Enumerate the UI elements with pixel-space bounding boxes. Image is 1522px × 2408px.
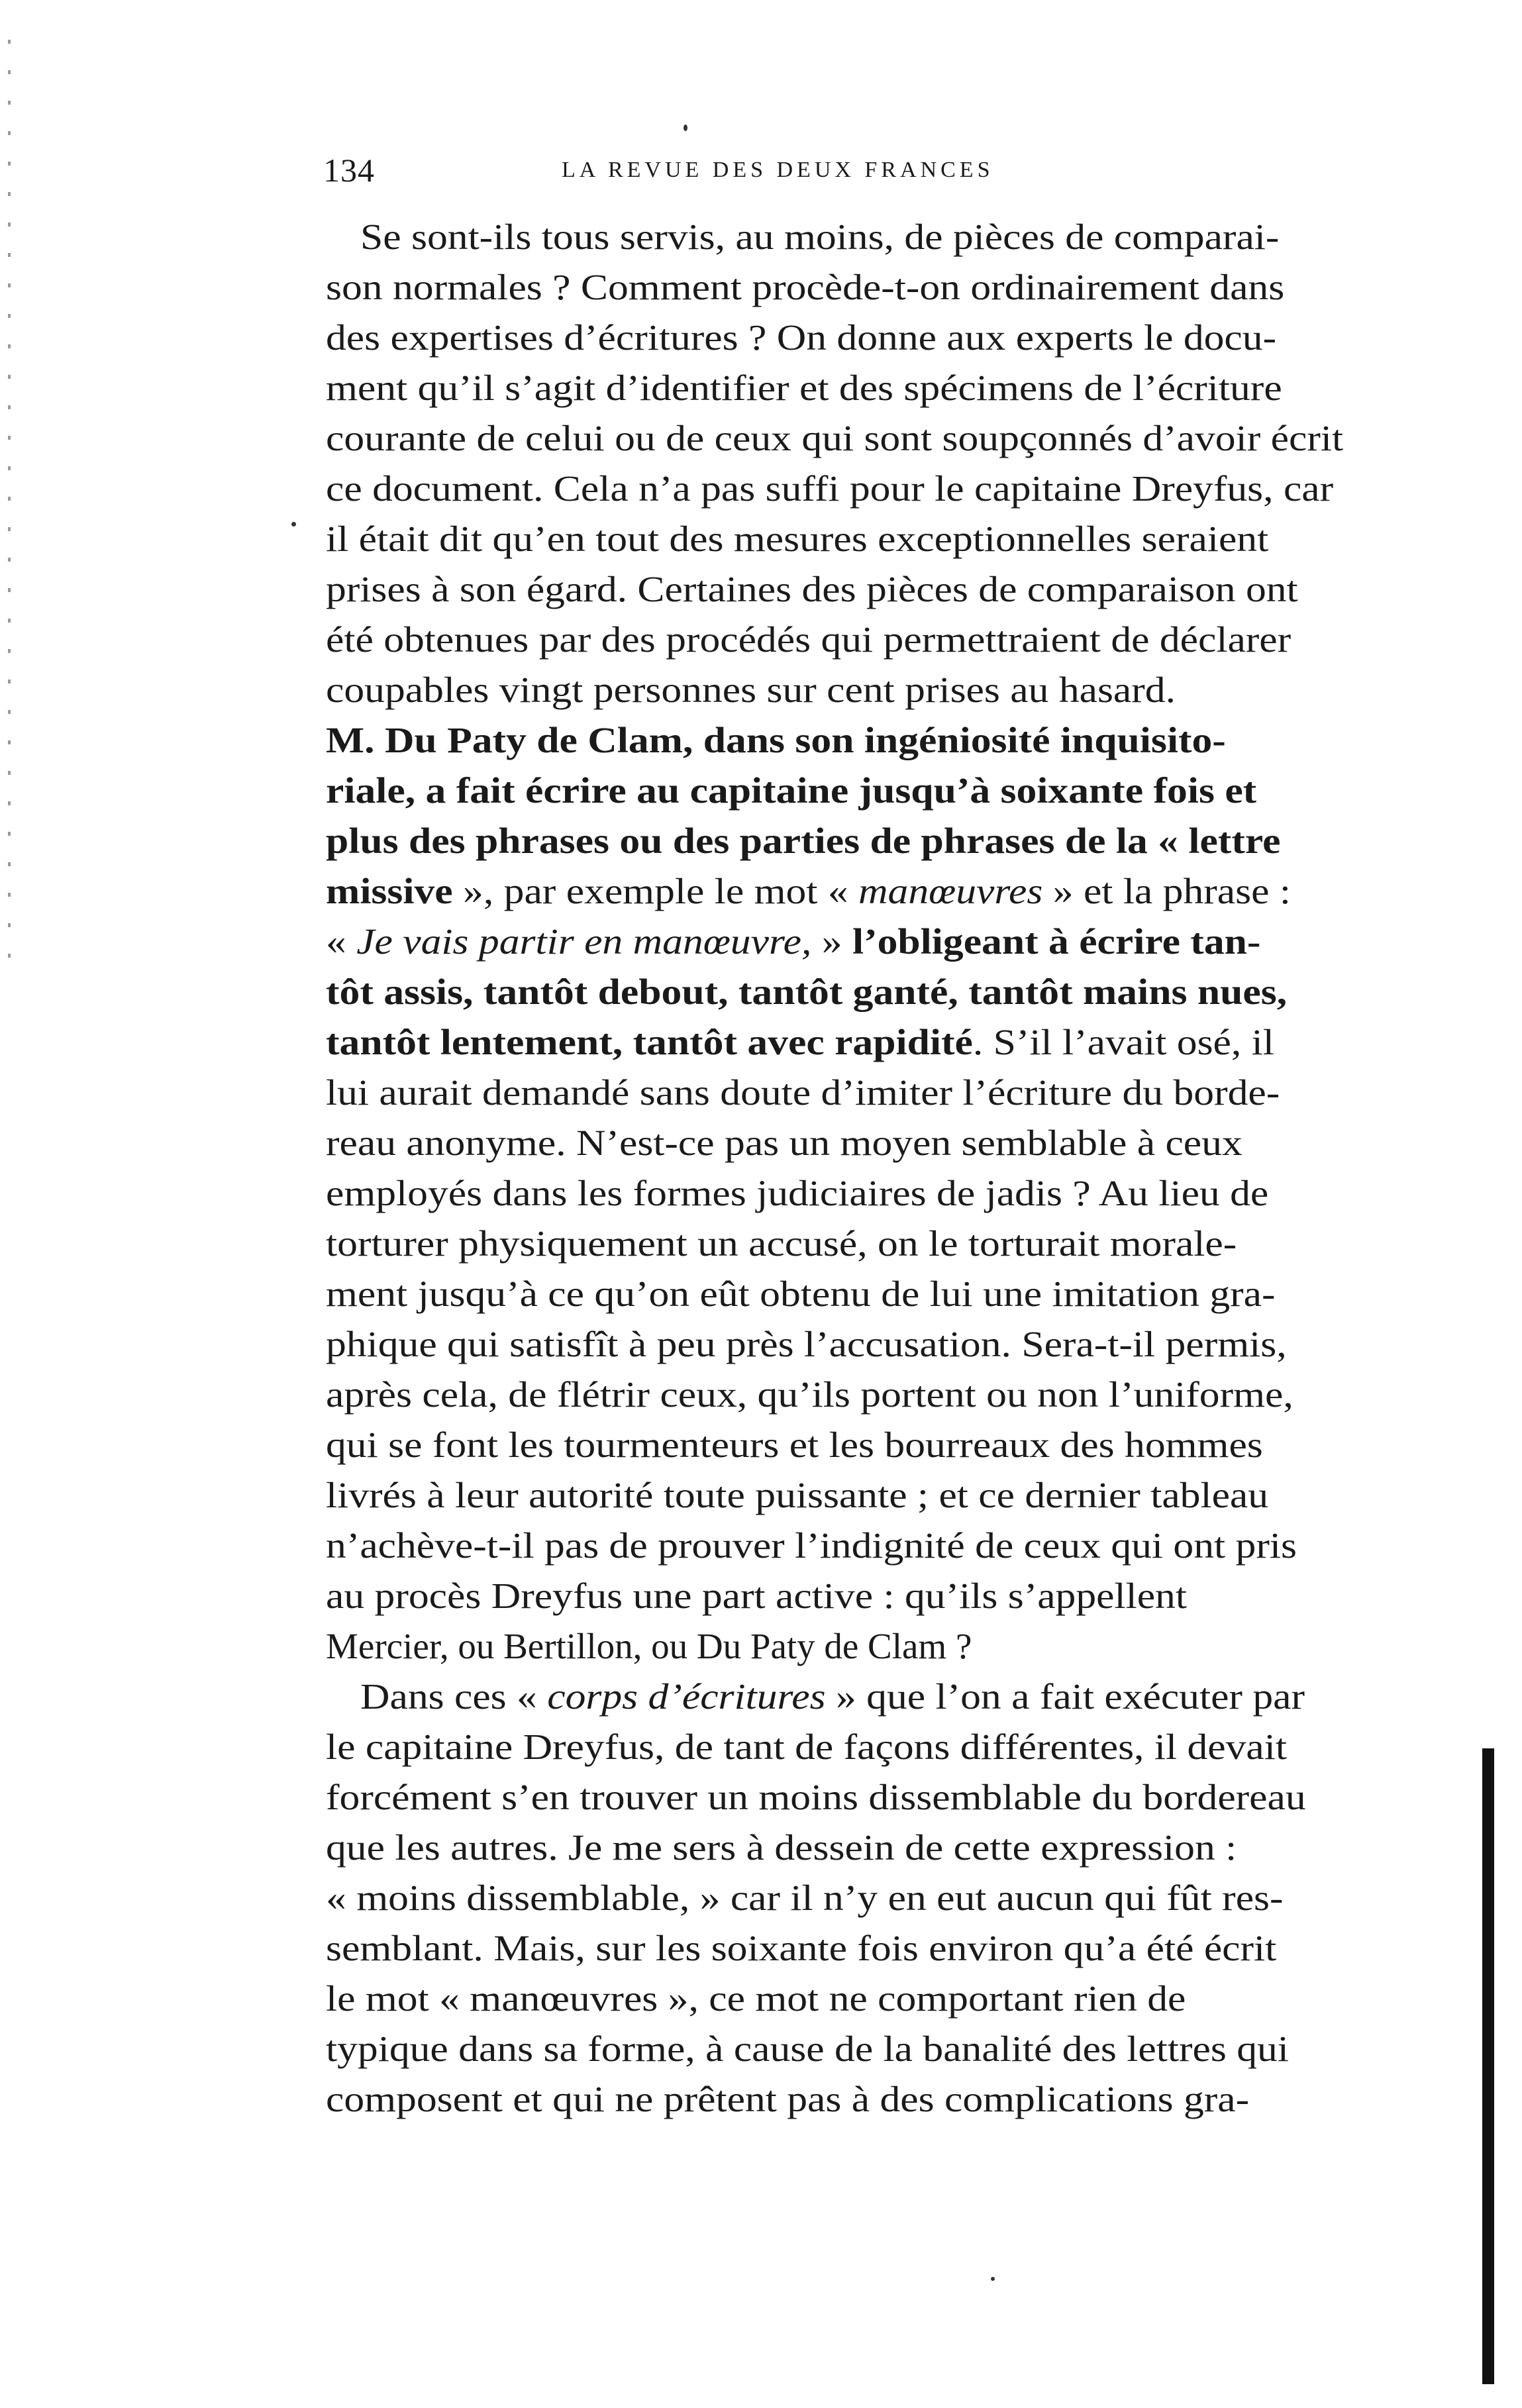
- bold-run: missive: [326, 871, 453, 911]
- text-run: au procès Dreyfus une part active : qu’ils s’appellent: [326, 1576, 1187, 1616]
- text-line-content: [326, 1923, 1276, 1974]
- text-line: [326, 1621, 1379, 1672]
- text-line: [326, 866, 1379, 917]
- text-line-content: [326, 917, 1260, 967]
- text-line-content: [326, 464, 1333, 514]
- text-run: », par exemple le mot «: [452, 871, 859, 911]
- page-edge-shadow: [1482, 1748, 1494, 2384]
- text-line: [326, 1823, 1379, 1873]
- text-line: [326, 413, 1379, 464]
- body-text: [326, 212, 1379, 2125]
- text-line-content: [326, 1219, 1237, 1269]
- text-line: [326, 2024, 1379, 2074]
- text-line-content: [326, 816, 1280, 866]
- text-line: [326, 1772, 1379, 1823]
- text-run: son normales ? Comment procède-t-on ordinairement dans: [326, 267, 1285, 307]
- text-line: [326, 1017, 1379, 1068]
- text-line: [326, 816, 1379, 866]
- text-run: Se sont-ils tous servis, au moins, de pièces de comparai-: [360, 217, 1280, 257]
- text-run: n’achève-t-il pas de prouver l’indignité de ceux qui ont pris: [326, 1525, 1297, 1566]
- text-line-content: [326, 1470, 1268, 1521]
- bold-run: plus des phrases ou des parties de phrases de la « lettre: [326, 821, 1281, 861]
- text-line-content: [326, 1521, 1297, 1571]
- text-line-content: [326, 665, 1176, 715]
- text-run: torturer physiquement un accusé, on le torturait morale-: [326, 1223, 1237, 1264]
- text-line: [326, 1219, 1379, 1269]
- text-line-content: [326, 2024, 1289, 2074]
- text-line-content: [326, 1873, 1284, 1923]
- text-line-content: [326, 313, 1276, 363]
- bold-run: M. Du Paty de Clam, dans son ingéniosité inquisito-: [326, 720, 1226, 760]
- text-run: courante de celui ou de ceux qui sont soupçonnés d’avoir écrit: [326, 418, 1344, 458]
- text-run: après cela, de flétrir ceux, qu’ils portent ou non l’uniforme,: [326, 1374, 1294, 1415]
- text-run: semblant. Mais, sur les soixante fois environ qu’a été écrit: [326, 1928, 1277, 1968]
- text-line-content: [326, 1621, 972, 1672]
- page-number: 134: [323, 152, 375, 189]
- text-line-content: [326, 715, 1226, 766]
- text-run: il était dit qu’en tout des mesures exceptionnelles seraient: [326, 519, 1269, 559]
- text-line: [326, 1923, 1379, 1974]
- text-run: le mot « manœuvres », ce mot ne comportant rien de: [326, 1978, 1186, 2019]
- text-line-content: [326, 1571, 1187, 1621]
- text-line-content: [360, 1672, 1305, 1722]
- text-run: ce document. Cela n’a pas suffi pour le capitaine Dreyfus, car: [326, 468, 1334, 509]
- text-line-content: [326, 1168, 1268, 1219]
- text-run: ment jusqu’à ce qu’on eût obtenu de lui une imitation gra-: [326, 1274, 1276, 1314]
- text-run: ment qu’il s’agit d’identifier et des spécimens de l’écriture: [326, 368, 1282, 408]
- text-line: [326, 1974, 1379, 2024]
- text-line: [326, 766, 1379, 816]
- text-line-content: [326, 514, 1268, 564]
- text-run: » et la phrase :: [1042, 871, 1291, 911]
- text-line: [326, 1521, 1379, 1571]
- text-line: [326, 1722, 1379, 1772]
- text-line-content: [326, 1772, 1306, 1823]
- text-line: [326, 615, 1379, 665]
- bold-run: tôt assis, tantôt debout, tantôt ganté, tantôt mains nues,: [326, 972, 1288, 1012]
- text-line: [326, 1118, 1379, 1168]
- text-line-content: [326, 262, 1284, 313]
- text-run: coupables vingt personnes sur cent prises au hasard.: [326, 670, 1176, 710]
- bold-run: l’obligeant à écrire tan-: [852, 921, 1261, 962]
- text-run: typique dans sa forme, à cause de la banalité des lettres qui: [326, 2029, 1289, 2069]
- text-line: [326, 212, 1379, 262]
- text-line: [326, 665, 1379, 715]
- text-line: [326, 262, 1379, 313]
- text-line: [326, 2074, 1379, 2125]
- text-line-content: [326, 1068, 1280, 1118]
- text-line-content: [326, 1118, 1243, 1168]
- text-run: qui se font les tourmenteurs et les bourreaux des hommes: [326, 1425, 1263, 1465]
- text-line: [326, 1571, 1379, 1621]
- text-run: composent et qui ne prêtent pas à des complications gra-: [326, 2079, 1250, 2119]
- text-line: [326, 967, 1379, 1017]
- text-line: [326, 514, 1379, 564]
- text-run: Dans ces «: [360, 1676, 548, 1717]
- text-line: [326, 1873, 1379, 1923]
- text-run: que les autres. Je me sers à dessein de cette expression :: [326, 1827, 1237, 1868]
- text-line: [326, 917, 1379, 967]
- text-line-content: [326, 1370, 1294, 1420]
- text-run: forcément s’en trouver un moins dissemblable du bordereau: [326, 1777, 1306, 1817]
- text-line: [326, 363, 1379, 413]
- text-line: [326, 1319, 1379, 1370]
- bold-run: riale, a fait écrire au capitaine jusqu’à soixante fois et: [326, 770, 1257, 811]
- text-run: reau anonyme. N’est-ce pas un moyen semblable à ceux: [326, 1123, 1243, 1163]
- text-run: lui aurait demandé sans doute d’imiter l’écriture du borde-: [326, 1072, 1280, 1113]
- text-run: . S’il l’avait osé, il: [972, 1022, 1274, 1062]
- text-line-content: [326, 363, 1282, 413]
- text-line-content: [326, 1269, 1276, 1319]
- text-line-content: [326, 413, 1343, 464]
- bold-run: tantôt lentement, tantôt avec rapidité: [326, 1022, 973, 1062]
- text-run: phique qui satisfît à peu près l’accusation. Sera-t-il permis,: [326, 1324, 1287, 1364]
- text-line: [326, 1470, 1379, 1521]
- text-run: » que l’on a fait exécuter par: [825, 1676, 1305, 1717]
- running-title: LA REVUE DES DEUX FRANCES: [562, 158, 994, 182]
- running-head: [323, 151, 1356, 197]
- text-run: employés dans les formes judiciaires de jadis ? Au lieu de: [326, 1173, 1269, 1213]
- text-run: livrés à leur autorité toute puissante ; et ce dernier tableau: [326, 1475, 1269, 1515]
- text-line: [326, 1168, 1379, 1219]
- text-line: [326, 313, 1379, 363]
- text-line: [326, 715, 1379, 766]
- text-run: des expertises d’écritures ? On donne aux experts le docu-: [326, 317, 1277, 358]
- text-line-content: [326, 866, 1291, 917]
- margin-speck: [291, 522, 296, 527]
- text-run: Mercier, ou Bertillon, ou Du Paty de Clam ?: [326, 1626, 972, 1666]
- text-line-content: [326, 564, 1298, 615]
- text-line-content: [326, 766, 1256, 816]
- margin-speck: [684, 125, 687, 131]
- italic-run: corps d’écritures: [547, 1676, 826, 1717]
- text-line-content: [326, 1420, 1263, 1470]
- text-line: [326, 1269, 1379, 1319]
- margin-speck: [991, 2277, 995, 2281]
- text-line: [326, 1068, 1379, 1118]
- text-run: le capitaine Dreyfus, de tant de façons différentes, il devait: [326, 1727, 1288, 1767]
- binding-edge-marks: [8, 40, 11, 967]
- text-line-content: [326, 967, 1287, 1017]
- text-run: prises à son égard. Certaines des pièces de comparaison ont: [326, 569, 1298, 609]
- text-run: «: [326, 921, 357, 962]
- text-line: [326, 464, 1379, 514]
- text-line-content: [326, 615, 1291, 665]
- text-run: « moins dissemblable, » car il n’y en eut aucun qui fût res-: [326, 1878, 1284, 1918]
- text-run: été obtenues par des procédés qui permettraient de déclarer: [326, 619, 1292, 660]
- text-line-content: [326, 1974, 1186, 2024]
- italic-run: Je vais partir en manœuvre,: [356, 921, 812, 962]
- text-run: »: [811, 921, 852, 962]
- text-line-content: [326, 1823, 1237, 1873]
- text-line-content: [326, 1017, 1274, 1068]
- italic-run: manœuvres: [858, 871, 1043, 911]
- text-line-content: [326, 2074, 1249, 2125]
- text-line: [326, 1370, 1379, 1420]
- text-line-content: [326, 1722, 1287, 1772]
- text-line: [326, 564, 1379, 615]
- text-line: [326, 1420, 1379, 1470]
- text-line-content: [326, 1319, 1287, 1370]
- text-line: [326, 1672, 1379, 1722]
- text-line-content: [360, 212, 1279, 262]
